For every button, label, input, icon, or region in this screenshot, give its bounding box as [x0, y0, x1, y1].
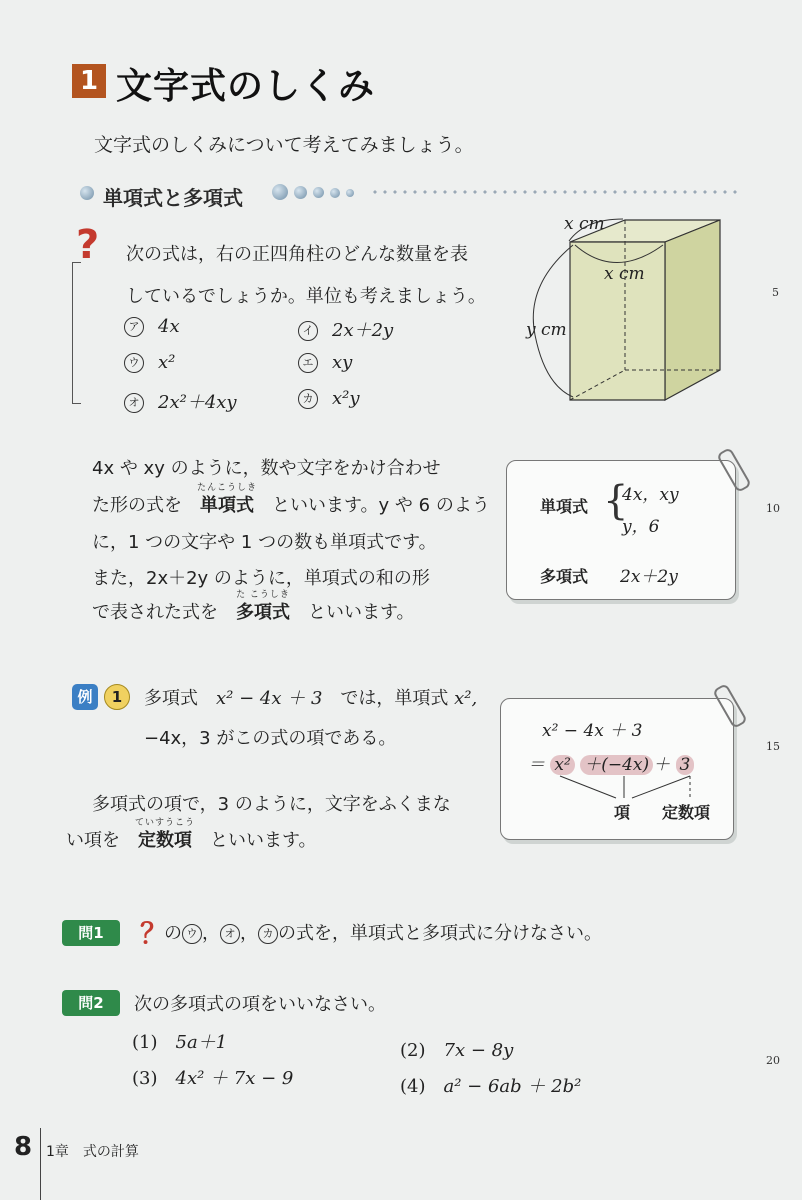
- toi2-text: 次の多項式の項をいいなさい。: [134, 994, 386, 1015]
- line-number: 15: [766, 740, 780, 753]
- card2-label-term: 項: [614, 803, 631, 822]
- heading-ball-icon: [313, 187, 324, 198]
- question-mark-icon: ？: [140, 917, 169, 950]
- page-number: 8: [14, 1132, 33, 1162]
- term-takoushiki: た こうしき 多項式: [236, 590, 290, 623]
- toi1-text: の ウ ， オ ， カ の式を，単項式と多項式に分けなさい。: [164, 923, 602, 944]
- card1-poly-label: 多項式: [540, 567, 589, 586]
- chapter-label: 1章 式の計算: [46, 1144, 139, 1160]
- body2-line2: い項を ていすうこう 定数項 といいます。: [66, 818, 317, 851]
- heading-ball-icon: [294, 186, 307, 199]
- prism-label-height: y cm: [526, 320, 567, 340]
- heading-ball-icon: [330, 188, 340, 198]
- prism-label-top: x cm: [564, 214, 605, 234]
- body1-line3: に，1 つの文字や 1 つの数も単項式です。: [92, 532, 437, 553]
- brace: {: [603, 478, 629, 524]
- option-o: オ 2x²＋4xy: [124, 388, 237, 414]
- term-tankoushiki: たんこうしき 単項式: [196, 483, 258, 516]
- toi2-item-2: (2) 7x − 8y: [400, 1040, 514, 1061]
- option-a: ア 4x: [124, 316, 180, 337]
- body2-line1: 多項式の項で，3 のように，文字をふくまな: [92, 794, 451, 815]
- toi2-badge: 問2: [62, 990, 120, 1016]
- card1-mono-1: 4x，xy: [622, 485, 679, 505]
- square-prism-diagram: [515, 205, 755, 420]
- line-number: 10: [766, 502, 780, 515]
- dotted-rule: [370, 190, 742, 194]
- card1-poly: 2x＋2y: [620, 567, 678, 587]
- question-line-1: 次の式は，右の正四角柱のどんな数量を表: [126, 244, 468, 265]
- question-mark-icon: ?: [76, 222, 100, 268]
- example-line2: −4x，3 がこの式の項である。: [144, 728, 397, 749]
- toi2-item-3: (3) 4x² ＋ 7x − 9: [132, 1068, 294, 1089]
- prism-label-mid: x cm: [604, 264, 645, 284]
- toi2-item-4: (4) a² − 6ab ＋ 2b²: [400, 1076, 582, 1097]
- line-number: 5: [772, 286, 779, 299]
- heading-ball-icon: [272, 184, 288, 200]
- card2-row1: x² − 4x ＋ 3: [542, 721, 643, 741]
- question-bracket: [72, 262, 81, 404]
- section-number: 1: [72, 64, 106, 98]
- option-ka: カ x²y: [298, 388, 360, 409]
- option-u: ウ x²: [124, 352, 175, 373]
- page-title: 文字式のしくみ: [116, 66, 376, 107]
- heading-ball-icon: [80, 186, 94, 200]
- body1-line1: 4x や xy のように，数や文字をかけ合わせ: [92, 458, 441, 479]
- example-number: 1: [104, 684, 130, 710]
- body1-line4: また，2x＋2y のように，単項式の和の形: [92, 568, 430, 589]
- body1-line2: た形の式を たんこうしき 単項式 といいます。y や 6 のよう: [92, 483, 490, 516]
- subsection-title: 単項式と多項式: [103, 186, 243, 210]
- option-i: イ 2x＋2y: [298, 316, 393, 342]
- card1-mono-label: 単項式: [540, 497, 589, 516]
- footer-divider: [40, 1128, 41, 1200]
- card2-label-const: 定数項: [662, 803, 711, 822]
- toi1-badge: 問1: [62, 920, 120, 946]
- body1-line5: で表された式を た こうしき 多項式 といいます。: [92, 590, 415, 623]
- toi2-item-1: (1) 5a＋1: [132, 1032, 228, 1053]
- heading-ball-icon: [346, 189, 354, 197]
- card1-mono-2: y，6: [622, 517, 660, 537]
- term-teisuukou: ていすうこう 定数項: [134, 818, 196, 851]
- example-line1: 多項式 x² − 4x ＋ 3 では，単項式 x²,: [144, 688, 478, 709]
- card2-row2: ＝ x² ＋(−4x) ＋ 3: [528, 750, 694, 775]
- line-number: 20: [766, 1054, 780, 1067]
- example-badge: 例: [72, 684, 98, 710]
- intro-text: 文字式のしくみについて考えてみましょう。: [94, 134, 474, 156]
- option-e: エ xy: [298, 352, 352, 373]
- question-line-2: しているでしょうか。単位も考えましょう。: [126, 286, 486, 307]
